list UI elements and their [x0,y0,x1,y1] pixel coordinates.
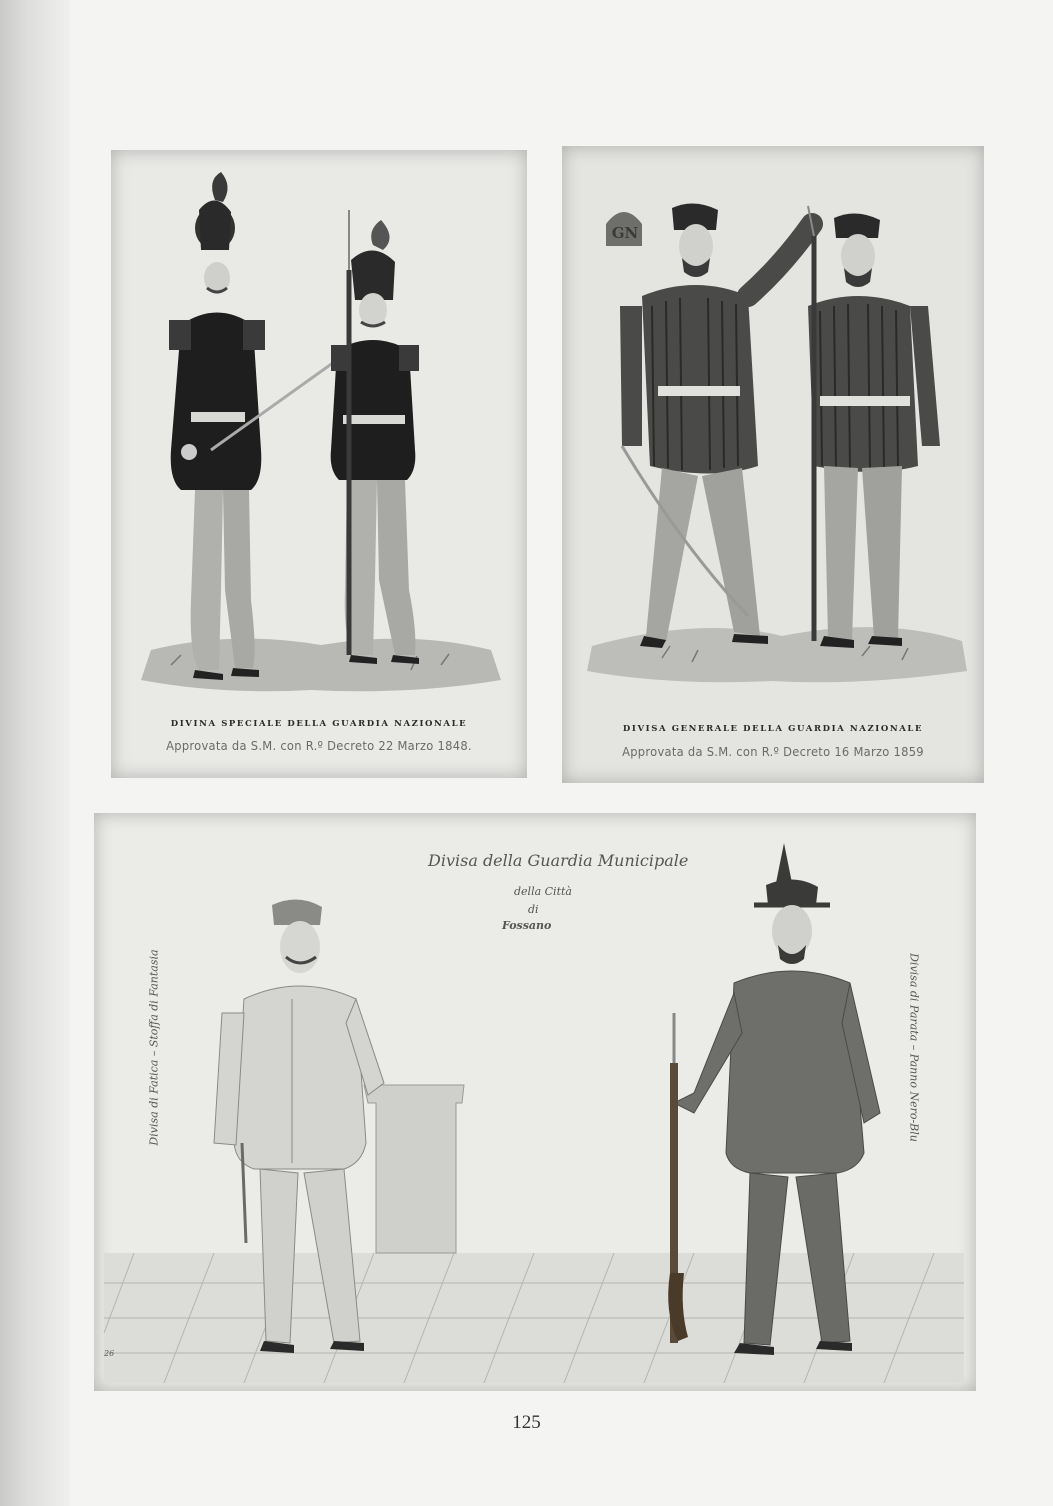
plate-2-emblem: GN [611,224,639,242]
guardsman-left-figure [620,203,812,648]
plate-municipal-guard-fossano [94,813,976,1391]
officer-figure [169,172,351,680]
plate-2-subtitle: Approvata da S.M. con R.º Decreto 16 Marzo 1859 [622,744,924,759]
soldier-figure [331,210,419,664]
plate-general-uniform-1859 [562,146,984,783]
plate-special-uniform-1848 [111,150,527,778]
plate-1-subtitle: Approvata da S.M. con R.º Decreto 22 Marzo 1848. [166,738,472,753]
plate-3-illustration [94,813,976,1391]
plate-2-title: DIVISA GENERALE DELLA GUARDIA NAZIONALE [622,724,924,734]
plate-3-heading-line-1: Divisa della Guardia Municipale [428,851,689,870]
plate-3-left-caption: Divisa di Fatica – Stoffa di Fantasia [147,949,161,1146]
plate-3-heading-line-4: Fossano [502,919,552,932]
plate-3-heading-line-2: della Città [514,885,572,898]
page-number: 125 [512,1412,541,1433]
plate-1-title: DIVINA SPECIALE DELLA GUARDIA NAZIONALE [170,719,468,729]
plate-3-right-caption: Divisa di Parata – Panno Nero-Blu [907,953,921,1142]
plate-3-corner-mark: 26 [104,1349,115,1358]
plate-3-heading-line-3: di [528,903,539,916]
book-spine-shadow [0,0,70,1506]
plate-1-illustration [111,150,527,778]
guardsman-right-figure [808,206,940,648]
